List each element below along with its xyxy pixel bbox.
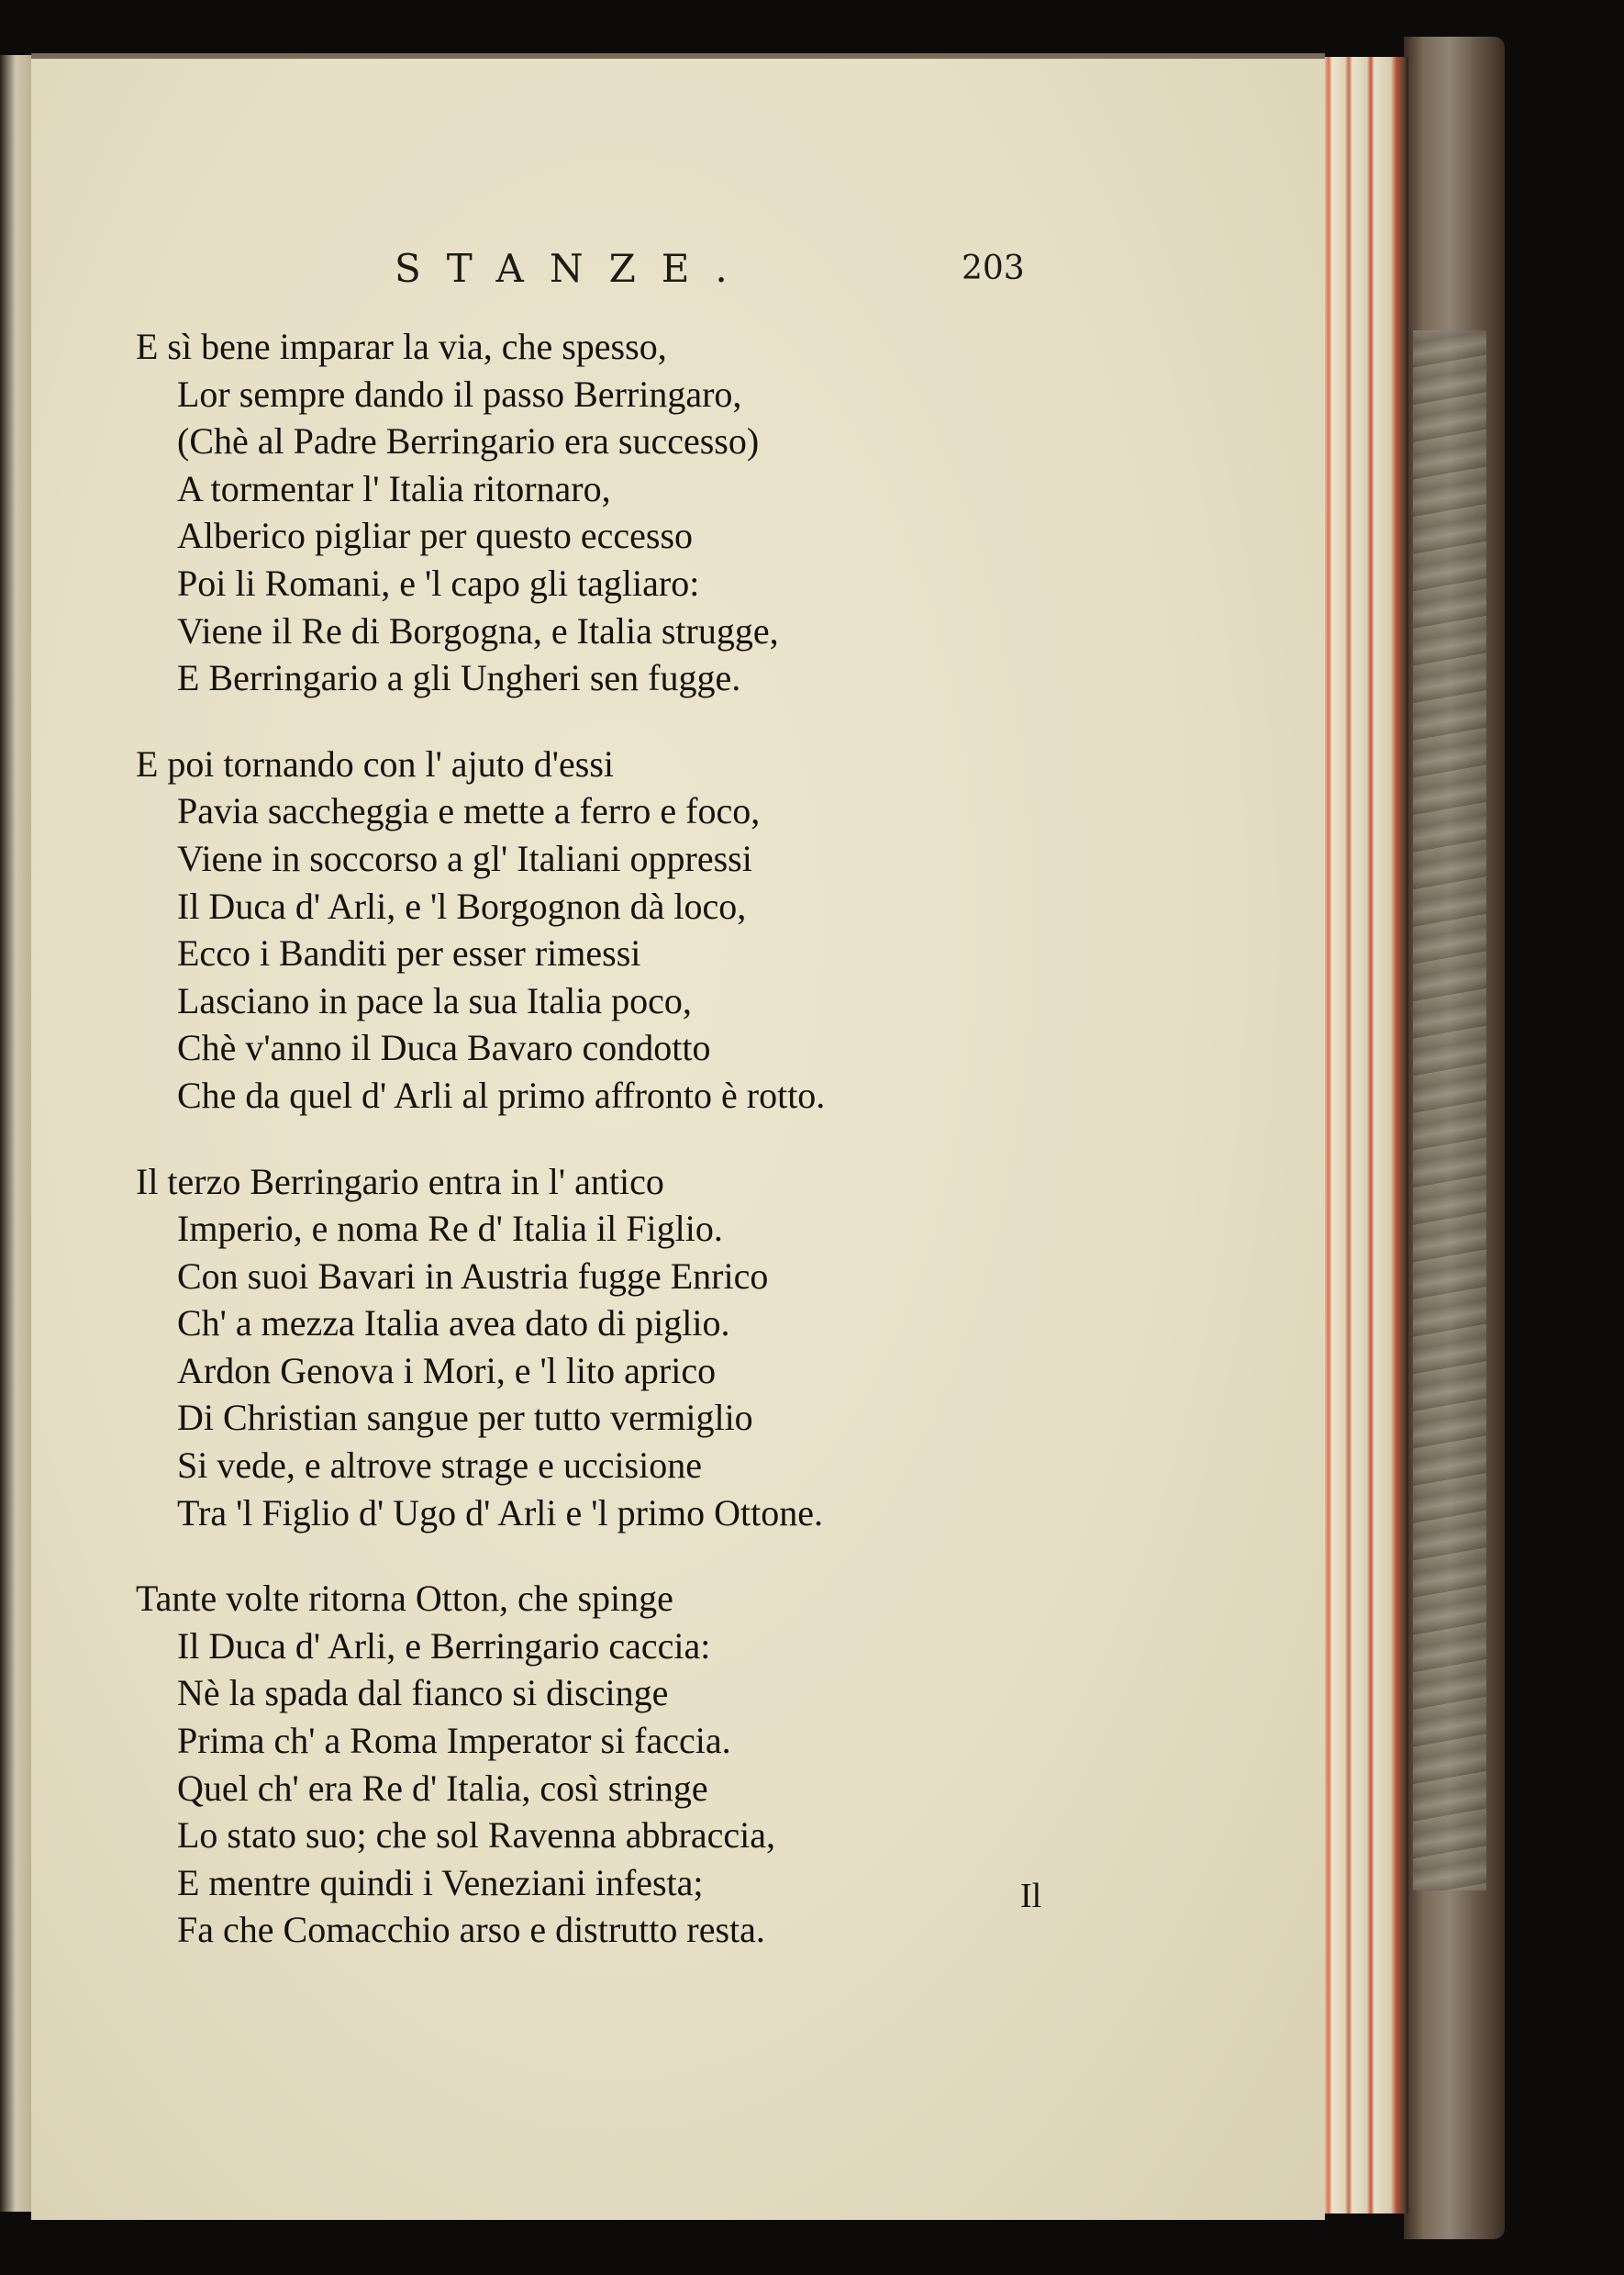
verse-line: Con suoi Bavari in Austria fugge Enrico xyxy=(177,1255,769,1297)
poem-text xyxy=(136,323,1053,1992)
verse-line: Ecco i Banditi per esser rimessi xyxy=(177,932,641,975)
verse-line: Ch' a mezza Italia avea dato di piglio. xyxy=(177,1302,730,1344)
facing-page-edge xyxy=(0,55,35,2212)
stanza-1 xyxy=(136,323,1053,702)
verse-line: Che da quel d' Arli al primo affronto è rotto. xyxy=(177,1074,826,1116)
page-block-edges xyxy=(1312,57,1408,2214)
stanza-4 xyxy=(136,1575,1053,1954)
verse-line: Ardon Genova i Mori, e 'l lito aprico xyxy=(177,1349,717,1391)
verse-line: Viene il Re di Borgogna, e Italia strugge, xyxy=(177,609,779,652)
verse-line: Poi li Romani, e 'l capo gli tagliaro: xyxy=(177,562,700,604)
stanza-3 xyxy=(136,1158,1053,1537)
verse-line: Pavia saccheggia e mette a ferro e foco, xyxy=(177,790,761,832)
verse-line: Chè v'anno il Duca Bavaro condotto xyxy=(177,1027,711,1069)
verse-line: Quel ch' era Re d' Italia, così stringe xyxy=(177,1767,708,1809)
verse-line: Lor sempre dando il passo Berringaro, xyxy=(177,373,742,415)
verse-line: Di Christian sangue per tutto vermiglio xyxy=(177,1397,753,1439)
running-head: STANZE. xyxy=(395,246,753,291)
verse-line: E Berringario a gli Ungheri sen fugge. xyxy=(177,657,741,699)
verse-line: Tante volte ritorna Otton, che spinge xyxy=(136,1578,673,1620)
verse-line: Alberico pigliar per questo eccesso xyxy=(177,515,694,557)
verse-line: E sì bene imparar la via, che spesso, xyxy=(136,326,667,367)
book-cover xyxy=(1404,37,1505,2239)
verse-line: Il Duca d' Arli, e Berringario caccia: xyxy=(177,1624,711,1667)
verse-line: Tra 'l Figlio d' Ugo d' Arli e 'l primo Ottone. xyxy=(177,1491,824,1533)
verse-line: (Chè al Padre Berringario era successo) xyxy=(177,420,760,463)
verse-line: Il Duca d' Arli, e 'l Borgognon dà loco, xyxy=(177,885,747,927)
stanza-2 xyxy=(136,741,1053,1120)
verse-line: A tormentar l' Italia ritornaro, xyxy=(177,467,611,509)
verse-line: Viene in soccorso a gl' Italiani oppressi xyxy=(177,837,752,879)
verse-line: Il terzo Berringario entra in l' antico xyxy=(136,1160,664,1202)
page-number: 203 xyxy=(962,250,1025,287)
verse-line: Fa che Comacchio arso e distrutto resta. xyxy=(177,1909,765,1951)
catchword: Il xyxy=(1020,1877,1042,1915)
verse-line: Lasciano in pace la sua Italia poco, xyxy=(177,979,692,1021)
verse-line: E mentre quindi i Veneziani infesta; xyxy=(177,1861,704,1903)
verse-line: Prima ch' a Roma Imperator si faccia. xyxy=(177,1720,731,1762)
verse-line: Lo stato suo; che sol Ravenna abbraccia, xyxy=(177,1814,775,1857)
verse-line: Si vede, e altrove strage e uccisione xyxy=(177,1444,702,1487)
verse-line: Imperio, e noma Re d' Italia il Figlio. xyxy=(177,1208,723,1250)
verse-line: Nè la spada dal fianco si discinge xyxy=(177,1672,669,1714)
verse-line: E poi tornando con l' ajuto d'essi xyxy=(136,742,614,785)
